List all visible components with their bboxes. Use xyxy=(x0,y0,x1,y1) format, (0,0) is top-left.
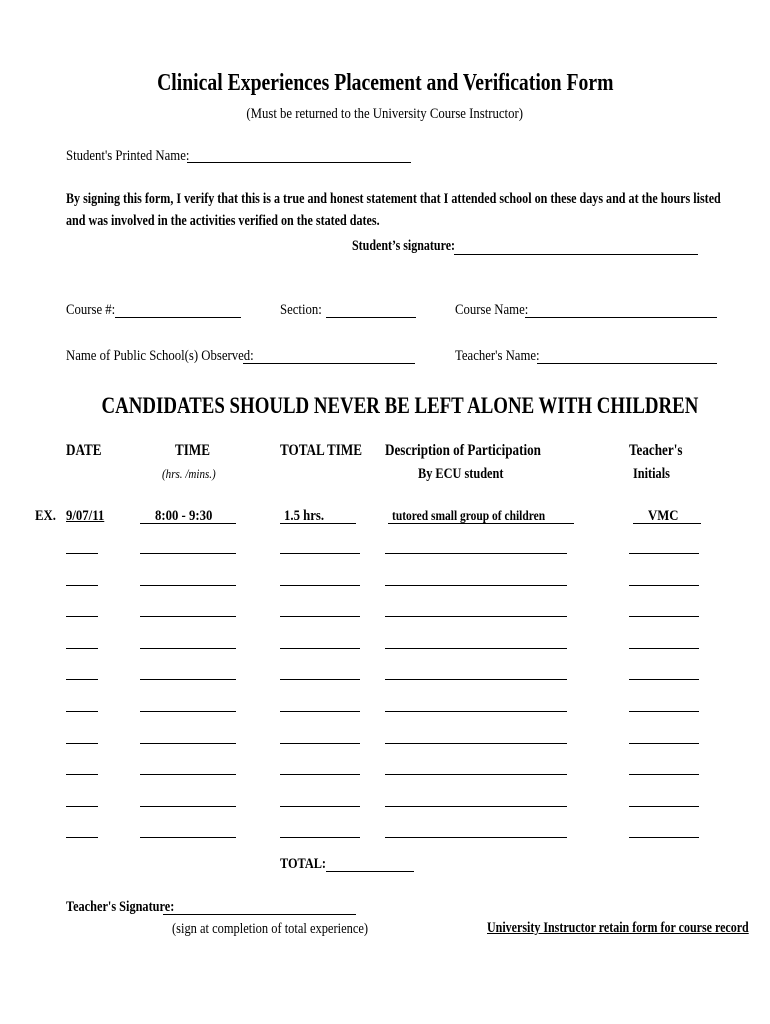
total-time-field[interactable] xyxy=(280,711,360,712)
initials-field[interactable] xyxy=(629,648,699,649)
date-field[interactable] xyxy=(66,616,98,617)
date-field[interactable] xyxy=(66,553,98,554)
description-subheader: By ECU student xyxy=(418,466,504,482)
date-field[interactable] xyxy=(66,837,98,838)
total-time-field[interactable] xyxy=(280,648,360,649)
student-signature-field[interactable] xyxy=(454,254,698,255)
date-header: DATE xyxy=(66,442,102,459)
total-time-field[interactable] xyxy=(280,743,360,744)
example-time: 8:00 - 9:30 xyxy=(155,508,213,524)
teacher-signature-field[interactable] xyxy=(163,914,356,915)
time-field[interactable] xyxy=(140,585,236,586)
date-field[interactable] xyxy=(66,711,98,712)
student-signature-label: Student’s signature: xyxy=(352,238,456,254)
initials-field[interactable] xyxy=(629,553,699,554)
initials-field[interactable] xyxy=(629,585,699,586)
date-field[interactable] xyxy=(66,774,98,775)
course-number-field[interactable] xyxy=(115,317,241,318)
course-name-label: Course Name: xyxy=(455,302,529,318)
description-field[interactable] xyxy=(385,585,567,586)
description-header: Description of Participation xyxy=(385,442,541,459)
time-field[interactable] xyxy=(140,743,236,744)
example-initials: VMC xyxy=(648,508,679,524)
form-title: Clinical Experiences Placement and Verification Form xyxy=(156,70,614,96)
example-total: 1.5 hrs. xyxy=(284,508,325,524)
initials-field[interactable] xyxy=(629,616,699,617)
teacher-name-label: Teacher's Name: xyxy=(455,348,540,364)
time-field[interactable] xyxy=(140,616,236,617)
total-field[interactable] xyxy=(326,871,414,872)
form-subtitle: (Must be returned to the University Course Instructor) xyxy=(246,106,524,122)
time-field[interactable] xyxy=(140,679,236,680)
initials-field[interactable] xyxy=(629,679,699,680)
initials-header: Teacher's xyxy=(629,442,683,459)
total-time-field[interactable] xyxy=(280,837,360,838)
section-label: Section: xyxy=(280,302,322,318)
total-time-field[interactable] xyxy=(280,806,360,807)
initials-field[interactable] xyxy=(629,774,699,775)
initials-field[interactable] xyxy=(629,711,699,712)
time-field[interactable] xyxy=(140,553,236,554)
student-name-label: Student's Printed Name: xyxy=(66,148,190,164)
teacher-signature-label: Teacher's Signature: xyxy=(66,899,175,915)
description-field[interactable] xyxy=(385,616,567,617)
date-field[interactable] xyxy=(66,743,98,744)
course-number-label: Course #: xyxy=(66,302,116,318)
description-field[interactable] xyxy=(385,743,567,744)
total-time-header: TOTAL TIME xyxy=(280,442,363,459)
statement-line-2: and was involved in the activities verified on the stated dates. xyxy=(66,213,380,229)
initials-field[interactable] xyxy=(629,806,699,807)
description-field[interactable] xyxy=(385,774,567,775)
initials-field[interactable] xyxy=(629,743,699,744)
description-field[interactable] xyxy=(385,837,567,838)
teacher-name-field[interactable] xyxy=(537,363,717,364)
description-field[interactable] xyxy=(385,711,567,712)
time-field[interactable] xyxy=(140,711,236,712)
date-field[interactable] xyxy=(66,679,98,680)
warning-heading: CANDIDATES SHOULD NEVER BE LEFT ALONE WITH CHILDREN xyxy=(101,393,699,418)
date-field[interactable] xyxy=(66,585,98,586)
description-field[interactable] xyxy=(385,679,567,680)
example-label: EX. xyxy=(35,508,56,524)
course-name-field[interactable] xyxy=(525,317,717,318)
total-time-field[interactable] xyxy=(280,553,360,554)
example-date: 9/07/11 xyxy=(66,508,105,524)
time-field[interactable] xyxy=(140,806,236,807)
initials-subheader: Initials xyxy=(633,466,670,482)
time-field[interactable] xyxy=(140,837,236,838)
school-label: Name of Public School(s) Observed: xyxy=(66,348,254,364)
total-label: TOTAL: xyxy=(280,856,327,872)
total-time-field[interactable] xyxy=(280,679,360,680)
initials-field[interactable] xyxy=(629,837,699,838)
total-time-field[interactable] xyxy=(280,585,360,586)
student-name-field[interactable] xyxy=(187,162,411,163)
school-field[interactable] xyxy=(243,363,415,364)
description-field[interactable] xyxy=(385,553,567,554)
statement-line-1: By signing this form, I verify that this is a true and honest statement that I attended school on these days and at the hours listed xyxy=(66,191,721,207)
example-description: tutored small group of children xyxy=(392,509,546,524)
description-field[interactable] xyxy=(385,648,567,649)
time-header: TIME xyxy=(175,442,210,459)
time-field[interactable] xyxy=(140,774,236,775)
time-subheader: (hrs. /mins.) xyxy=(162,466,216,481)
total-time-field[interactable] xyxy=(280,616,360,617)
time-field[interactable] xyxy=(140,648,236,649)
section-field[interactable] xyxy=(326,317,416,318)
description-field[interactable] xyxy=(385,806,567,807)
total-time-field[interactable] xyxy=(280,774,360,775)
retain-note: University Instructor retain form for course record xyxy=(487,920,749,936)
signature-note: (sign at completion of total experience) xyxy=(172,921,369,937)
date-field[interactable] xyxy=(66,648,98,649)
date-field[interactable] xyxy=(66,806,98,807)
